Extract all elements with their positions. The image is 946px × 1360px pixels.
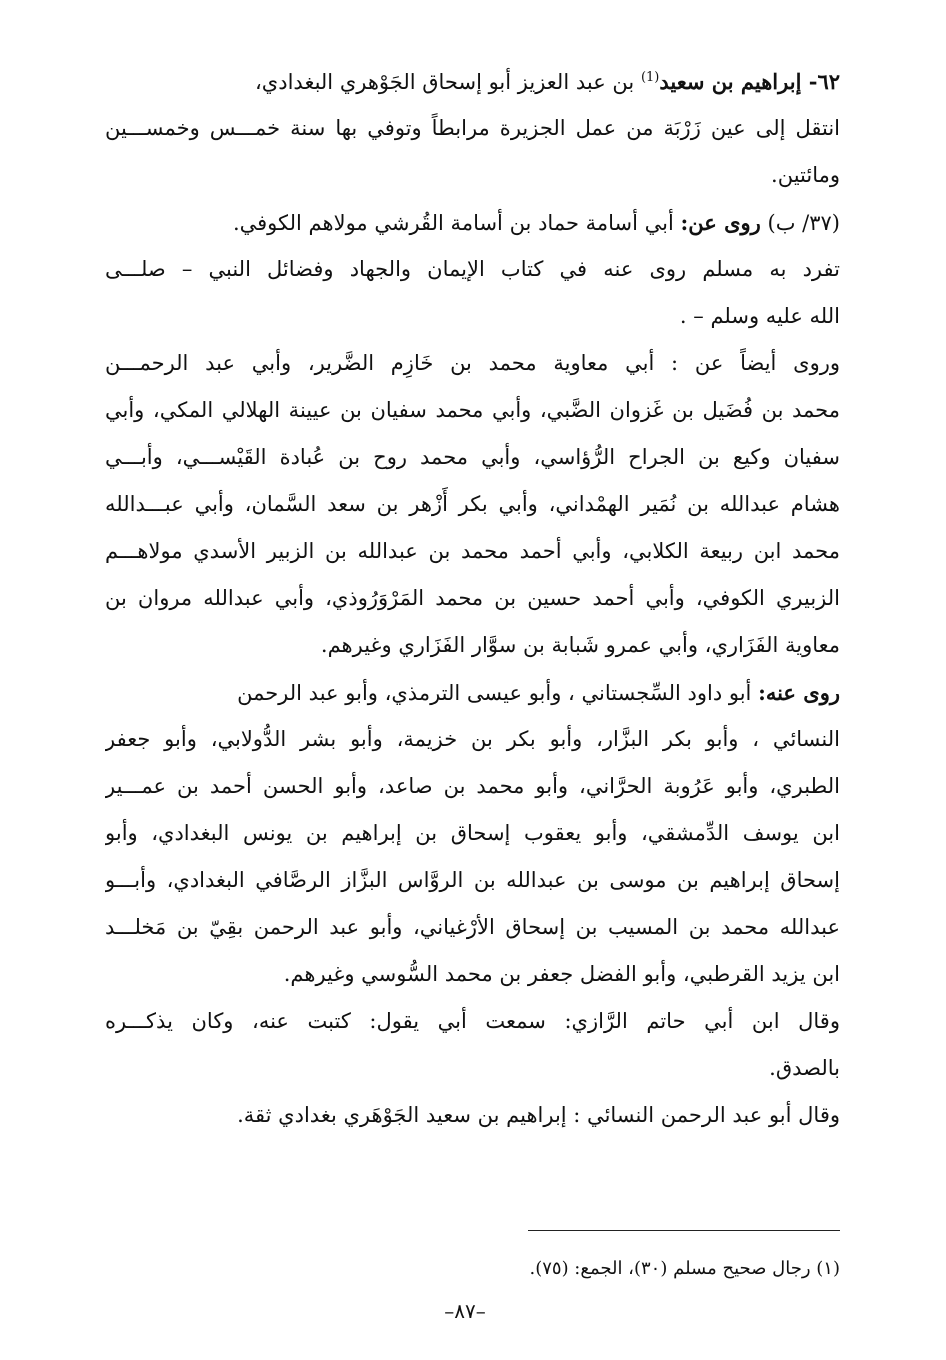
quote-line: وقال أبو عبد الرحمن النسائي : إبراهيم بن سعيد الجَوْهَري بغدادي ثقة. bbox=[237, 1103, 840, 1127]
footnote-text: رجال صحيح مسلم (٣٠)، الجمع: (٧٥). bbox=[529, 1258, 811, 1279]
page-number: –٨٧– bbox=[444, 1299, 486, 1323]
entry-first-line bbox=[105, 58, 840, 105]
footnote bbox=[400, 1254, 840, 1284]
rawa-an-line bbox=[105, 199, 840, 246]
rawa-anhu-label: روى عنه: bbox=[758, 680, 840, 705]
also-line: سفيان وكيع بن الجراح الرُّؤاسي، وأبي محمد روح بن عُبادة القَيْســـي، وأبـــي bbox=[105, 445, 840, 469]
also-line: وروى أيضاً عن : أبي معاوية محمد بن خَازِم الضَّرير، وأبي عبد الرحمـــن bbox=[105, 351, 840, 375]
rawa-an-line: تفرد به مسلم روى عنه في كتاب الإيمان والجهاد وفضائل النبي – صلـــى bbox=[105, 257, 840, 281]
entry-first-line-text: بن عبد العزيز أبو إسحاق الجَوْهري البغدادي، bbox=[255, 70, 635, 94]
footnote-divider bbox=[528, 1230, 840, 1231]
quote-line: وقال ابن أبي حاتم الرَّازي: سمعت أبي يقول: كتبت عنه، وكان يذكـــره bbox=[105, 1009, 840, 1033]
footnote-marker: (1) bbox=[640, 70, 660, 85]
also-line: معاوية الفَزَاري، وأبي عمرو شَبابة بن سوَّار الفَزَاري وغيرهم. bbox=[320, 633, 840, 657]
rawa-anhu-line: ابن يزيد القرطبي، وأبو الفضل جعفر بن محمد السُّوسي وغيرهم. bbox=[283, 962, 840, 986]
rawa-anhu-line: ابن يوسف الدِّمشقي، وأبو يعقوب إسحاق بن إبراهيم بن يونس البغدادي، وأبو bbox=[105, 821, 840, 845]
rawa-an-label: روى عن: bbox=[680, 210, 761, 235]
entry-heading: ٦٢- إبراهيم بن سعيد bbox=[659, 69, 840, 94]
entry-line: انتقل إلى عين زَرْبَة من عمل الجزيرة مرابطاً وتوفي بها سنة خمـــس وخمســـين bbox=[105, 116, 840, 140]
entry-line: ومائتين. bbox=[771, 163, 840, 187]
rawa-anhu-first-text: أبو داود السِّجستاني ، وأبو عيسى الترمذي، وأبو عبد الرحمن bbox=[237, 681, 752, 705]
footnote-number: (١) bbox=[816, 1258, 840, 1279]
rawa-anhu-line: الطبري، وأبو عَرُوبة الحرَّاني، وأبو محمد بن صاعد، وأبو الحسن أحمد بن عمـــير bbox=[105, 774, 840, 798]
main-text bbox=[105, 58, 840, 1139]
rawa-an-text: أبي أسامة حماد بن أسامة القُرشي مولاهم الكوفي. bbox=[232, 211, 674, 235]
also-line: محمد ابن ربيعة الكلابي، وأبي أحمد محمد بن عبدالله بن الزبير الأسدي مولاهـــم bbox=[105, 539, 840, 563]
rawa-anhu-line: إسحاق إبراهيم بن موسى بن عبدالله بن الروَّاس البزَّاز الرصَّافي البغدادي، وأبـــو bbox=[105, 868, 840, 892]
quote-line: بالصدق. bbox=[769, 1056, 840, 1080]
also-line: محمد بن فُضَيل بن غَزوان الضَّبي، وأبي محمد سفيان بن عيينة الهلالي المكي، وأبي bbox=[105, 398, 840, 422]
rawa-anhu-line bbox=[105, 669, 840, 716]
rawa-anhu-line: عبدالله محمد بن المسيب بن إسحاق الأرْغياني، وأبو عبد الرحمن بقِيّ بن مَخلـــد bbox=[105, 915, 840, 939]
rawa-anhu-line: النسائي ، وأبو بكر البزَّار، وأبو بكر بن خزيمة، وأبو بشر الدُّولابي، وأبو جعفر bbox=[105, 727, 840, 751]
folio-marker: (٣٧/ ب) bbox=[767, 211, 840, 235]
also-line: الزبيري الكوفي، وأبي أحمد حسين بن محمد المَرْوَرُوذي، وأبي عبدالله مروان بن bbox=[105, 586, 840, 610]
rawa-an-line: الله عليه وسلم – . bbox=[679, 304, 840, 328]
also-line: هشام عبدالله بن نُمَير الهمْداني، وأبي بكر أَزْهر بن سعد السَّمان، وأبي عبـــدالله bbox=[105, 492, 840, 516]
